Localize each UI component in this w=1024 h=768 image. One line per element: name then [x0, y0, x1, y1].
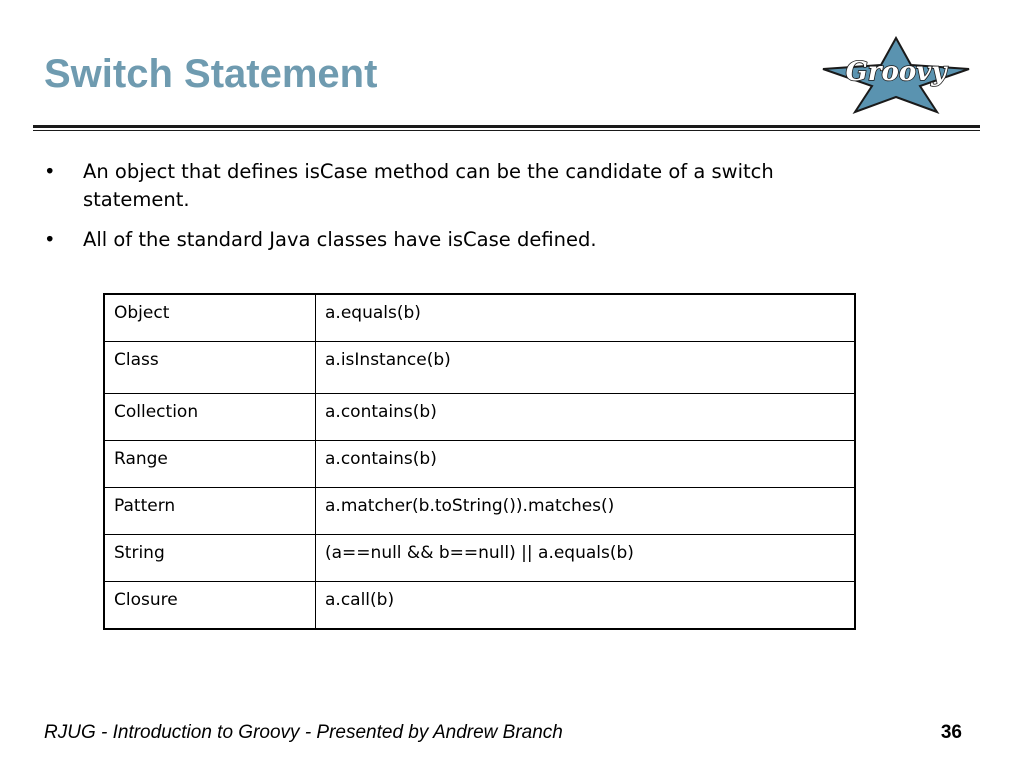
table-row — [104, 535, 855, 582]
bullet-text: An object that defines isCase method can be the candidate of a switch statement. — [83, 160, 774, 211]
bullet-item — [44, 158, 834, 214]
title-divider-thick — [33, 125, 980, 128]
table-cell-class: Range — [104, 441, 316, 488]
table-row — [104, 342, 855, 394]
bullet-item — [44, 226, 834, 254]
table-cell-method: a.isInstance(b) — [316, 342, 856, 394]
bullet-dot: • — [44, 228, 56, 251]
bullet-text: All of the standard Java classes have isCase defined. — [83, 228, 597, 251]
table-cell-method: (a==null && b==null) || a.equals(b) — [316, 535, 856, 582]
bullet-list — [44, 158, 834, 266]
table-row — [104, 394, 855, 441]
table-row — [104, 582, 855, 630]
slide-title: Switch Statement — [44, 52, 378, 96]
table-cell-method: a.contains(b) — [316, 441, 856, 488]
table-cell-class: Pattern — [104, 488, 316, 535]
table-row — [104, 441, 855, 488]
iscase-table — [103, 293, 856, 630]
table-cell-method: a.contains(b) — [316, 394, 856, 441]
groovy-logo — [822, 36, 970, 114]
table-row — [104, 294, 855, 342]
table-cell-class: Collection — [104, 394, 316, 441]
title-divider-thin — [33, 130, 980, 131]
table-cell-class: Object — [104, 294, 316, 342]
table-cell-method: a.call(b) — [316, 582, 856, 630]
table-row — [104, 488, 855, 535]
bullet-dot: • — [44, 160, 56, 183]
table-cell-class: Class — [104, 342, 316, 394]
table-cell-method: a.equals(b) — [316, 294, 856, 342]
table-cell-method: a.matcher(b.toString()).matches() — [316, 488, 856, 535]
table-cell-class: String — [104, 535, 316, 582]
slide-footer: RJUG - Introduction to Groovy - Presented by Andrew Branch — [44, 722, 563, 743]
page-number: 36 — [940, 722, 962, 743]
table-cell-class: Closure — [104, 582, 316, 630]
logo-wordmark: Groovy — [845, 57, 947, 87]
